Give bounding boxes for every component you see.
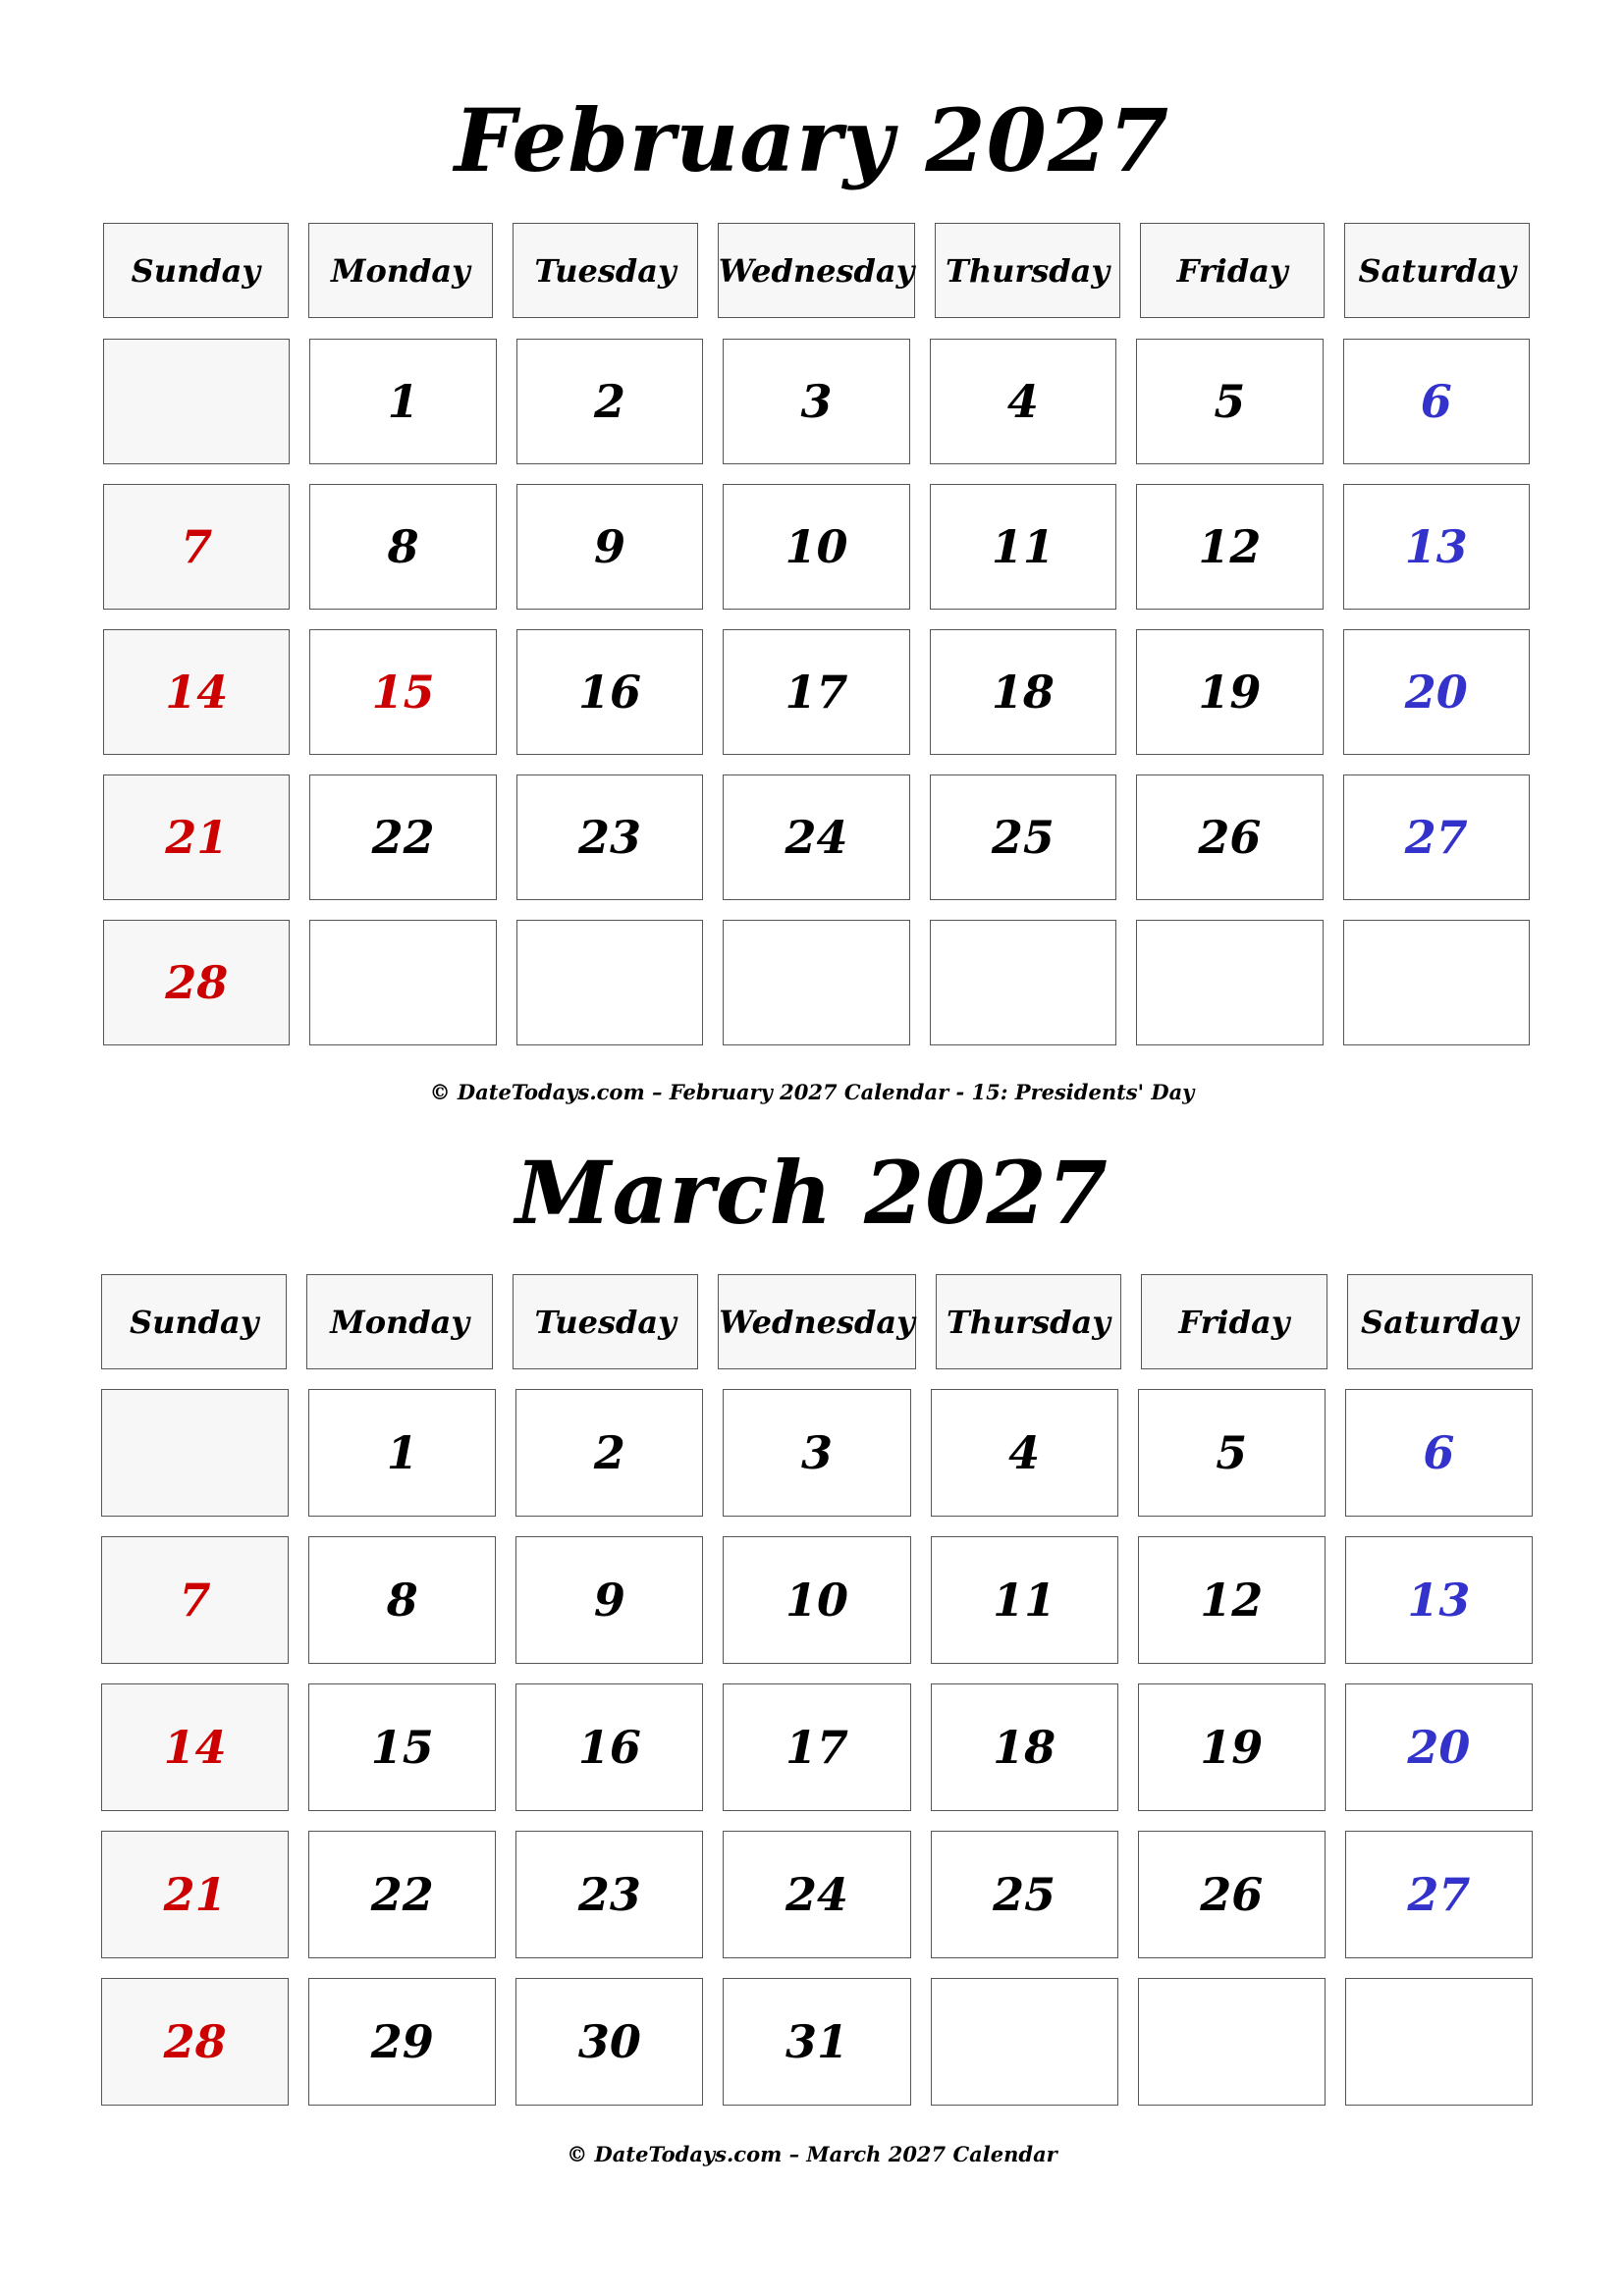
weekday-header-monday: Monday — [308, 223, 494, 318]
day-cell-24: 24 — [723, 774, 909, 900]
day-cell-20: 20 — [1343, 629, 1530, 755]
day-cell-16: 16 — [515, 1683, 703, 1811]
weekday-header-row — [101, 1274, 1533, 1369]
day-cell-1: 1 — [309, 339, 496, 464]
day-cell-19: 19 — [1136, 629, 1323, 755]
day-cell-3: 3 — [723, 1389, 910, 1517]
day-cell-10: 10 — [723, 484, 909, 610]
empty-day-cell — [516, 920, 703, 1045]
weekday-header-tuesday: Tuesday — [513, 223, 698, 318]
day-cell-12: 12 — [1138, 1536, 1326, 1664]
day-cell-19: 19 — [1138, 1683, 1326, 1811]
day-cell-13: 13 — [1343, 484, 1530, 610]
day-cell-13: 13 — [1345, 1536, 1533, 1664]
day-cell-25: 25 — [930, 774, 1116, 900]
weekday-header-friday: Friday — [1140, 223, 1326, 318]
empty-day-cell — [930, 920, 1116, 1045]
empty-day-cell — [1136, 920, 1323, 1045]
day-cell-18: 18 — [930, 629, 1116, 755]
day-cell-20: 20 — [1345, 1683, 1533, 1811]
empty-day-cell — [723, 920, 909, 1045]
weekday-header-row — [103, 223, 1530, 318]
day-grid — [103, 339, 1530, 1045]
day-cell-5: 5 — [1136, 339, 1323, 464]
weekday-header-saturday: Saturday — [1344, 223, 1530, 318]
day-cell-27: 27 — [1343, 774, 1530, 900]
calendar-footer: © DateTodays.com – February 2027 Calendar - 15: Presidents' Day — [429, 1080, 1195, 1104]
day-cell-24: 24 — [723, 1831, 910, 1958]
day-cell-7: 7 — [103, 484, 290, 610]
day-grid — [101, 1389, 1533, 2106]
month-title: February 2027 — [454, 89, 1170, 191]
day-cell-12: 12 — [1136, 484, 1323, 610]
day-cell-1: 1 — [308, 1389, 496, 1517]
month-title: March 2027 — [515, 1142, 1109, 1244]
day-cell-6: 6 — [1345, 1389, 1533, 1517]
day-cell-28: 28 — [103, 920, 290, 1045]
day-cell-31: 31 — [723, 1978, 910, 2106]
day-cell-22: 22 — [309, 774, 496, 900]
day-cell-2: 2 — [516, 339, 703, 464]
day-cell-2: 2 — [515, 1389, 703, 1517]
day-cell-21: 21 — [101, 1831, 289, 1958]
day-cell-11: 11 — [931, 1536, 1118, 1664]
weekday-header-wednesday: Wednesday — [718, 223, 915, 318]
day-cell-8: 8 — [308, 1536, 496, 1664]
empty-day-cell — [1343, 920, 1530, 1045]
weekday-header-friday: Friday — [1141, 1274, 1326, 1369]
day-cell-11: 11 — [930, 484, 1116, 610]
weekday-header-wednesday: Wednesday — [718, 1274, 915, 1369]
day-cell-5: 5 — [1138, 1389, 1326, 1517]
day-cell-26: 26 — [1138, 1831, 1326, 1958]
empty-day-cell — [1138, 1978, 1326, 2106]
day-cell-9: 9 — [515, 1536, 703, 1664]
weekday-header-thursday: Thursday — [936, 1274, 1121, 1369]
day-cell-30: 30 — [515, 1978, 703, 2106]
weekday-header-saturday: Saturday — [1347, 1274, 1533, 1369]
day-cell-27: 27 — [1345, 1831, 1533, 1958]
weekday-header-thursday: Thursday — [935, 223, 1120, 318]
empty-day-cell — [1345, 1978, 1533, 2106]
empty-day-cell — [103, 339, 290, 464]
day-cell-25: 25 — [931, 1831, 1118, 1958]
day-cell-3: 3 — [723, 339, 909, 464]
day-cell-28: 28 — [101, 1978, 289, 2106]
weekday-header-sunday: Sunday — [103, 223, 289, 318]
day-cell-18: 18 — [931, 1683, 1118, 1811]
day-cell-23: 23 — [515, 1831, 703, 1958]
empty-day-cell — [101, 1389, 289, 1517]
day-cell-7: 7 — [101, 1536, 289, 1664]
day-cell-21: 21 — [103, 774, 290, 900]
day-cell-17: 17 — [723, 1683, 910, 1811]
day-cell-14: 14 — [103, 629, 290, 755]
day-cell-26: 26 — [1136, 774, 1323, 900]
day-cell-10: 10 — [723, 1536, 910, 1664]
day-cell-15: 15 — [308, 1683, 496, 1811]
day-cell-16: 16 — [516, 629, 703, 755]
empty-day-cell — [309, 920, 496, 1045]
calendar-footer: © DateTodays.com – March 2027 Calendar — [567, 2142, 1057, 2166]
day-cell-4: 4 — [931, 1389, 1118, 1517]
day-cell-8: 8 — [309, 484, 496, 610]
weekday-header-tuesday: Tuesday — [513, 1274, 698, 1369]
day-cell-17: 17 — [723, 629, 909, 755]
empty-day-cell — [931, 1978, 1118, 2106]
day-cell-23: 23 — [516, 774, 703, 900]
day-cell-9: 9 — [516, 484, 703, 610]
weekday-header-sunday: Sunday — [101, 1274, 287, 1369]
weekday-header-monday: Monday — [306, 1274, 492, 1369]
day-cell-22: 22 — [308, 1831, 496, 1958]
day-cell-6: 6 — [1343, 339, 1530, 464]
day-cell-15: 15 — [309, 629, 496, 755]
day-cell-29: 29 — [308, 1978, 496, 2106]
day-cell-14: 14 — [101, 1683, 289, 1811]
day-cell-4: 4 — [930, 339, 1116, 464]
